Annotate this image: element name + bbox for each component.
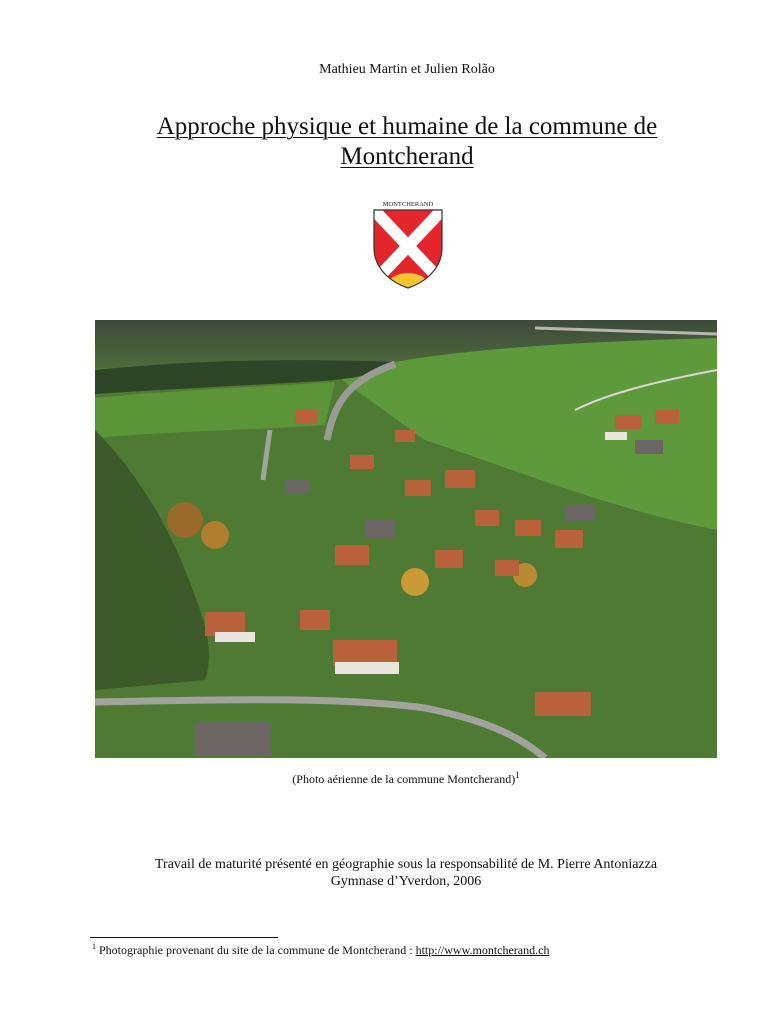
title-line-2: Montcherand: [340, 143, 474, 170]
aerial-village-photo: [95, 320, 717, 758]
footnote-number: 1: [92, 942, 96, 951]
footnote-text: Photographie provenant du site de la commune de Montcherand :: [99, 943, 413, 957]
footnote-divider: [90, 937, 278, 938]
crest-label: MONTCHERAND: [382, 201, 434, 208]
autumn-tree: [401, 568, 429, 596]
work-line-2: Gymnase d’Yverdon, 2006: [330, 874, 482, 889]
footnote: [92, 942, 732, 958]
work-description: [95, 856, 717, 890]
autumn-tree: [167, 502, 203, 538]
author-names: Mathieu Martin et Julien Rolão: [319, 62, 495, 77]
title-line-1: Approche physique et humaine de la commune de: [156, 113, 658, 140]
work-line-1: Travail de maturité présenté en géographie sous la responsabilité de M. Pierre Antoniazza: [154, 857, 658, 872]
document-title: [120, 112, 694, 172]
autumn-tree: [201, 521, 229, 549]
montcherand-coat-of-arms: [368, 200, 448, 290]
footnote-link[interactable]: http://www.montcherand.ch: [415, 943, 550, 957]
photo-caption: [95, 770, 717, 787]
caption-text: (Photo aérienne de la commune Montcherand): [292, 772, 516, 786]
caption-footnote-ref: 1: [515, 770, 520, 780]
